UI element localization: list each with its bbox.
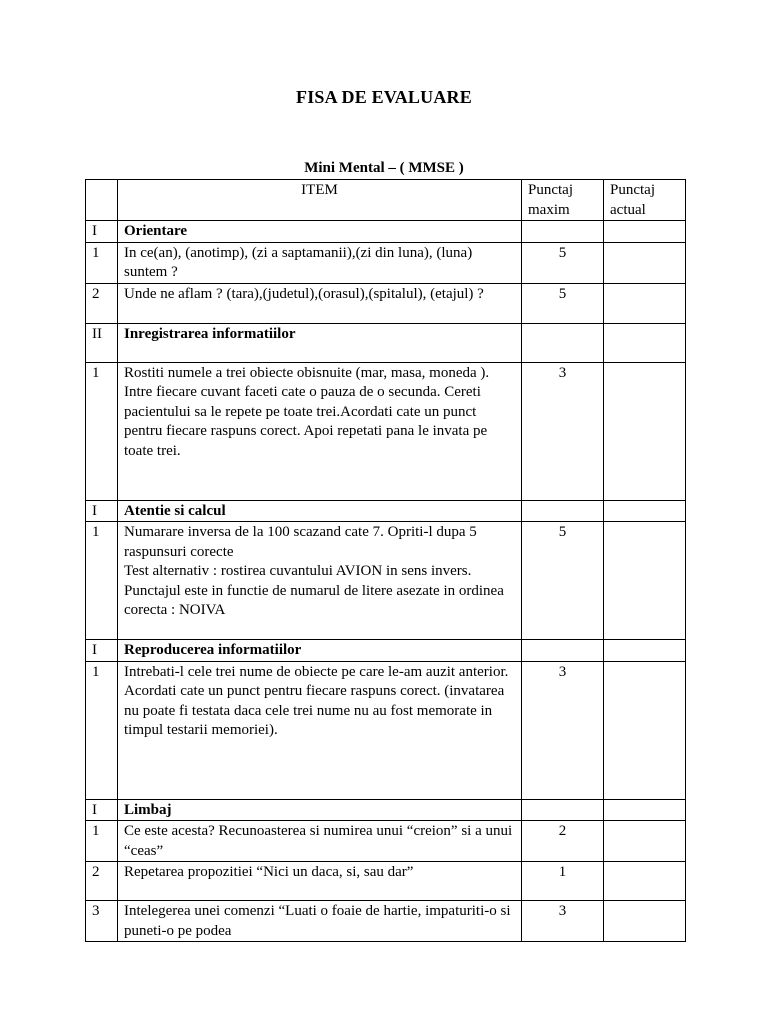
section-num: II: [86, 323, 118, 362]
table-row: [86, 362, 686, 500]
row-max-points: 1: [522, 862, 604, 901]
section-title: Reproducerea informatiilor: [118, 640, 522, 662]
row-actual-points[interactable]: [604, 862, 686, 901]
row-max-points: 3: [522, 362, 604, 500]
section-title: Limbaj: [118, 799, 522, 821]
row-actual-points[interactable]: [604, 242, 686, 283]
row-num: 2: [86, 862, 118, 901]
row-num: 1: [86, 661, 118, 799]
row-num: 1: [86, 242, 118, 283]
table-row: [86, 242, 686, 283]
row-item-alternative: Test alternativ : rostirea cuvantului AVION in sens invers. Punctajul este in functie de numarul de litere asezate in ordinea corecta : NOIVA: [124, 563, 504, 618]
row-actual-points[interactable]: [604, 821, 686, 862]
row-actual-points[interactable]: [604, 522, 686, 640]
actual-cell: [604, 640, 686, 662]
row-num: 1: [86, 362, 118, 500]
section-num: I: [86, 500, 118, 522]
section-num: I: [86, 640, 118, 662]
actual-cell: [604, 799, 686, 821]
row-item: Repetarea propozitiei “Nici un daca, si, sau dar”: [118, 862, 522, 901]
section-row: [86, 323, 686, 362]
max-cell: [522, 799, 604, 821]
section-row: [86, 799, 686, 821]
document-title: FISA DE EVALUARE: [296, 87, 472, 107]
section-title: Inregistrarea informatiilor: [118, 323, 522, 362]
row-item: Intelegerea unei comenzi “Luati o foaie de hartie, impaturiti-o si puneti-o pe podea: [118, 901, 522, 942]
table-caption: Mini Mental – ( MMSE ): [304, 160, 464, 176]
section-row: [86, 640, 686, 662]
row-actual-points[interactable]: [604, 283, 686, 323]
row-actual-points[interactable]: [604, 661, 686, 799]
max-cell: [522, 221, 604, 243]
header-item: ITEM: [118, 180, 522, 221]
header-max-points: Punctaj maxim: [522, 180, 604, 221]
actual-cell: [604, 323, 686, 362]
table-row: [86, 821, 686, 862]
table-row: [86, 661, 686, 799]
section-title: Atentie si calcul: [118, 500, 522, 522]
header-row: [86, 180, 686, 221]
row-item: Intrebati-l cele trei nume de obiecte pe care le-am auzit anterior. Acordati cate un punct pentru fiecare raspuns corect. (invatarea nu poate fi testata daca cele trei nume nu au fost memorate in timpul testarii memoriei).: [118, 661, 522, 799]
section-num: I: [86, 221, 118, 243]
section-num: I: [86, 799, 118, 821]
row-actual-points[interactable]: [604, 362, 686, 500]
row-max-points: 2: [522, 821, 604, 862]
table-row: [86, 522, 686, 640]
row-item: [118, 522, 522, 640]
max-cell: [522, 323, 604, 362]
row-max-points: 5: [522, 522, 604, 640]
row-actual-points[interactable]: [604, 901, 686, 942]
row-num: 3: [86, 901, 118, 942]
table-row: [86, 901, 686, 942]
row-item-text: Numarare inversa de la 100 scazand cate 7. Opriti-l dupa 5 raspunsuri corecte: [124, 524, 477, 560]
evaluation-table: [85, 179, 686, 942]
max-cell: [522, 640, 604, 662]
actual-cell: [604, 221, 686, 243]
section-row: [86, 500, 686, 522]
row-item: Rostiti numele a trei obiecte obisnuite (mar, masa, moneda ). Intre fiecare cuvant faceti cate o pauza de o secunda. Cereti pacientului sa le repete pe toate trei.Acordati cate un punct pentru fiecare raspuns corect. Apoi repetati pana le invata pe toate trei.: [118, 362, 522, 500]
row-max-points: 5: [522, 242, 604, 283]
table-row: [86, 862, 686, 901]
header-num-cell: [86, 180, 118, 221]
section-row: [86, 221, 686, 243]
row-max-points: 3: [522, 901, 604, 942]
row-num: 2: [86, 283, 118, 323]
row-num: 1: [86, 522, 118, 640]
row-max-points: 5: [522, 283, 604, 323]
header-actual-points: Punctaj actual: [604, 180, 686, 221]
actual-cell: [604, 500, 686, 522]
row-item: Unde ne aflam ? (tara),(judetul),(orasul),(spitalul), (etajul) ?: [118, 283, 522, 323]
section-title: Orientare: [118, 221, 522, 243]
row-item: Ce este acesta? Recunoasterea si numirea unui “creion” si a unui “ceas”: [118, 821, 522, 862]
row-max-points: 3: [522, 661, 604, 799]
row-item: In ce(an), (anotimp), (zi a saptamanii),(zi din luna), (luna) suntem ?: [118, 242, 522, 283]
max-cell: [522, 500, 604, 522]
table-row: [86, 283, 686, 323]
row-num: 1: [86, 821, 118, 862]
